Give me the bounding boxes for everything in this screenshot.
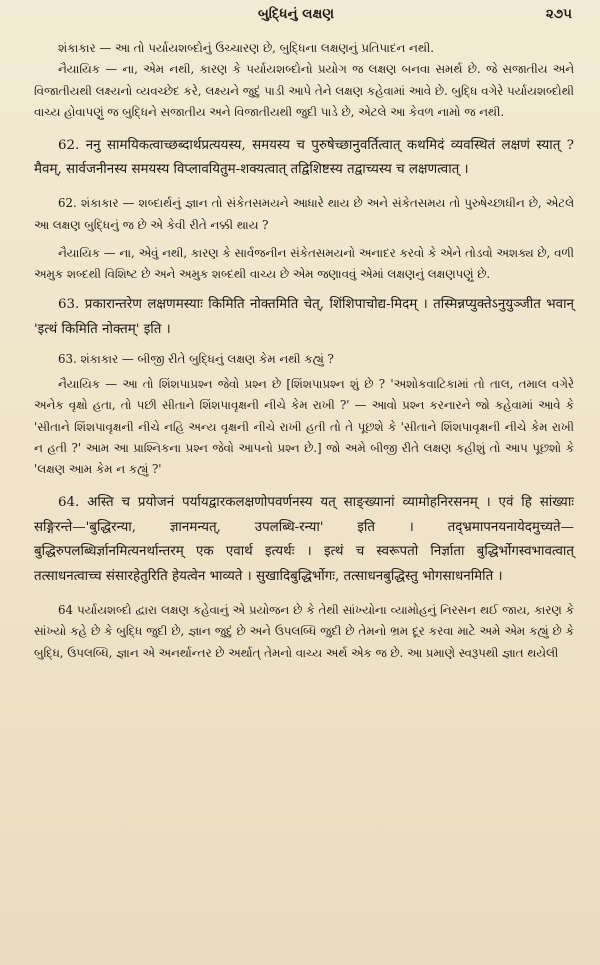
page-body	[34, 38, 574, 664]
paragraph-62-reply: નૈયાયિક — ના, એવું નથી, કારણ કે સાર્વજનીન સંકેતસમયનો અનાદર કરવો કે એને તોડવો અશક્ય છે, વળી અમુક શબ્દથી વિશિષ્ટ છે અને અમુક શબ્દથી વાચ્ય છે એમ જણાવવું એમાં લક્ષણનું લક્ષણપણું છે.	[34, 246, 574, 282]
paragraph-63-reply: નૈયાયિક — આ તો શિંશપાપ્રશ્ન જેવો પ્રશ્ન છે [શિંશપાપ્રશ્ન શું છે ? 'અશોકવાટિકામાં તો તાલ, તમાલ વગેરે અનેક વૃક્ષો હતા, તો પછી સીતાને શિંશપાવૃક્ષની નીચે કેમ રાખી ?' — આવો પ્રશ્ન કરનારને જો કહેવામાં આવે કે 'સીતાને શિંશપાવૃક્ષની નીચે નહિ અન્ય વૃક્ષની નીચે રાખી હતી તો તે પૂછશે કે 'સીતાને શિંશપાવૃક્ષની નીચે કેમ રાખી ન હતી ?' આમ આ પ્રાશ્નિકના પ્રશ્ન જેવો આપનો પ્રશ્ન છે.] જો અમે બીજી રીતે લક્ષણ કહીશું તો આપ પૂછશો કે 'લક્ષણ આમ કેમ ન કહ્યું ?'	[34, 376, 574, 477]
paragraph-reply-synonyms: નૈયાયિક — ના, એમ નથી, કારણ કે પર્યાયશબ્દોનો પ્રયોગ જ લક્ષણ બનવા સમર્થ છે. જે સજાતીય અને વિજાતીયથી લક્ષ્યનો વ્યવચ્છેદ કરે, લક્ષ્યને જુદું પાડી આપે તેને લક્ષણ કહેવામાં આવે છે. બુદ્ધિ વગેરે પર્યાયશબ્દોથી વાચ્ય હોવાપણું જ બુદ્ધિને સજાતીય અને વિજાતીયથી જુદી પાડે છે, એટલે આ કેવળ નામો જ નથી.	[34, 62, 574, 120]
page-number: ૨૭૫	[545, 6, 572, 22]
page-header	[20, 4, 572, 30]
paragraph-objection-synonyms: શંકાકાર — આ તો પર્યાયશબ્દોનું ઉચ્ચારણ છે, બુદ્ધિના લક્ષણનું પ્રતિપાદન નથી.	[58, 41, 434, 55]
paragraph-64-explanation: 64 પર્યાયશબ્દો દ્વારા લક્ષણ કહેવાનું એ પ્રયોજન છે કે તેથી સાંખ્યોના વ્યામોહનું નિરસન થઈ જાય, કારણ કે સાંખ્યો કહે છે કે બુદ્ધિ જુદી છે, જ્ઞાન જુદું છે અને ઉપલબ્ધિ જુદી છે તેમનો ભ્રમ દૂર કરવા માટે અમે એમ કહ્યું છે કે બુદ્ધિ, ઉપલબ્ધિ, જ્ઞાન એ અનર્થાન્તર છે અર્થાત્ તેમનો વાચ્ય અર્થ એક જ છે. આ પ્રમાણે સ્વરૂપથી જ્ઞાત થયેલી	[34, 603, 574, 660]
sanskrit-verse-64: 64. अस्ति च प्रयोजनं पर्यायद्वारकलक्षणोपवर्णनस्य यत् साङ्ख्यानां व्यामोहनिरसनम् । एवं हि सांख्याः सङ्गिरन्ते—'बुद्धिरन्या, ज्ञानमन्यत्, उपलब्धि-रन्या' इति । तद्भ्रमापनयनायेदमुच्यते—बुद्धिरुपलब्धिर्ज्ञानमित्यनर्थान्तरम् एक एवार्थ इत्यर्थः । इत्थं च स्वरूपतो निर्ज्ञाता बुद्धिर्भोगस्वभावत्वात् तत्साधनत्वाच्च संसारहेतुरिति हेयत्वेन भाव्यते । सुखादिबुद्धिर्भोगः, तत्साधनबुद्धिस्तु भोगसाधनमिति ।	[34, 494, 574, 585]
paragraph-63-objection: 63. શંકાકાર — બીજી રીતે બુદ્ધિનું લક્ષણ કેમ નથી કહ્યું ?	[58, 352, 334, 367]
running-title: બુદ્ધિનું લક્ષણ	[257, 6, 335, 22]
paragraph-62-objection: 62. શંકાકાર — શબ્દાર્થનું જ્ઞાન તો સંકેતસમયને આધારે થાય છે અને સંકેતસમય તો પુરુષેચ્છાધીન છે, એટલે આ લક્ષણ બુદ્ધિનું જ છે એ કેવી રીતે નક્કી થાય ?	[34, 196, 574, 232]
sanskrit-verse-63: 63. प्रकारान्तरेण लक्षणमस्याः किमिति नोक्तमिति चेत्, शिंशिपाचोद्य-मिदम् । तस्मिन्नप्युक्तेऽनुयुञ्जीत भवान् 'इत्थं किमिति नोक्तम्' इति ।	[34, 296, 574, 337]
sanskrit-verse-62: 62. ननु सामयिकत्वाच्छब्दार्थप्रत्ययस्य, समयस्य च पुरुषेच्छानुवर्तित्वात् कथमिदं व्यवस्थितं लक्षणं स्यात् ? मैवम्, सार्वजनीनस्य समयस्य विप्लावयितुम-शक्यत्वात् तद्विशिष्टस्य तद्वाच्यस्य च लक्षणत्वात् ।	[34, 137, 574, 178]
